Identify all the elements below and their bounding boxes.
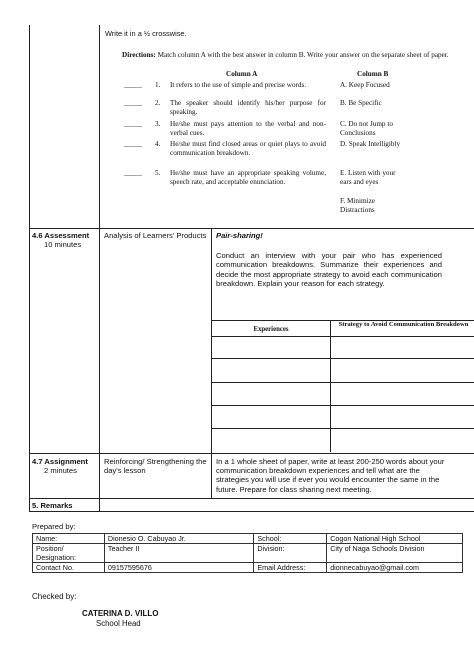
assignment-text: In a 1 whole sheet of paper, write at least 200-250 words about your communication breakdown experiences and tell what are the strategies you will use if ever you would encounter the same in the future. Prepare for class sharing next meeting. <box>216 457 445 494</box>
directions-label: Directions: <box>122 51 156 59</box>
item-5-num: 5. <box>155 169 161 177</box>
position-value: Teacher II <box>104 544 254 563</box>
table-divider-col1 <box>99 25 100 512</box>
row-divider-assessment <box>29 228 474 229</box>
assignment-activity: Reinforcing/ Strengthening the day's lesson <box>104 457 207 475</box>
row-divider-assignment <box>29 453 474 454</box>
table-border-bottom <box>29 511 474 512</box>
email-value: dionnecabuyao@gmail.com <box>327 563 463 573</box>
item-1-num: 1. <box>155 81 161 89</box>
experiences-header: Experiences <box>253 326 289 333</box>
option-e: E. Listen with your ears and eyes <box>340 169 396 186</box>
assessment-activity: Analysis of Learners' Products <box>104 231 207 240</box>
item-2-num: 2. <box>155 99 161 107</box>
item-1-blank: _____ <box>124 81 142 89</box>
contact-value: 09157595676 <box>104 563 254 573</box>
checked-by-label: Checked by: <box>32 592 77 601</box>
table-row <box>33 544 463 563</box>
email-label: Email Address: <box>254 563 327 573</box>
item-3-text: He/she must pays attention to the verbal and non-verbal cues. <box>170 120 326 137</box>
name-label: Name: <box>33 534 105 544</box>
prepared-by-table <box>32 533 463 573</box>
assessment-minutes: 10 minutes <box>44 240 82 249</box>
pair-sharing-text: Conduct an interview with your pair who has experienced communication breakdowns. Summarize their experiences and decide the most appropriate strategy to avoid each communication breakdown. Explain your reason for each strategy. <box>216 251 442 289</box>
strategy-header: Strategy to Avoid Communication Breakdown <box>338 321 469 328</box>
division-value: City of Naga Schools Division <box>327 544 463 563</box>
row-divider-remarks <box>29 498 474 499</box>
assignment-minutes: 2 minutes <box>44 466 77 475</box>
table-row <box>33 534 463 544</box>
item-5-blank: _____ <box>124 169 142 177</box>
item-3-blank: _____ <box>124 120 142 128</box>
assignment-label: 4.7 Assignment <box>32 457 88 466</box>
option-d: D. Speak Intelligibly <box>340 140 401 148</box>
item-2-blank: _____ <box>124 99 142 107</box>
option-a: A. Keep Focused <box>340 81 390 89</box>
item-4-blank: _____ <box>124 140 142 148</box>
assessment-label: 4.6 Assessment <box>32 231 90 240</box>
prepared-by-label: Prepared by: <box>32 522 76 531</box>
remarks-label: 5. Remarks <box>32 501 73 510</box>
checker-name: CATERINA D. VILLO <box>82 609 159 618</box>
school-value: Cogon National High School <box>327 534 463 544</box>
column-a-header: Column A <box>226 70 258 78</box>
option-f: F. Minimize Distractions <box>340 197 375 214</box>
checker-title: School Head <box>96 619 141 628</box>
strategy-table <box>212 320 474 452</box>
directions-text: Match column A with the best answer in column B. Write your answer on the separate sheet of paper. <box>155 51 449 59</box>
pair-sharing-title: Pair-sharing! <box>216 231 263 240</box>
item-4-text: He/she must find closed areas or quiet plays to avoid communication breakdown. <box>170 140 326 157</box>
item-1-text: It refers to the use of simple and precise words. <box>170 81 307 89</box>
option-c: C. Do not Jump to Conclusions <box>340 120 393 137</box>
contact-label: Contact No. <box>33 563 105 573</box>
school-label: School: <box>254 534 327 544</box>
table-row <box>33 563 463 573</box>
directions <box>122 51 452 60</box>
table-border-left <box>29 25 30 512</box>
position-label: Position/ Designation: <box>33 544 105 563</box>
item-4-num: 4. <box>155 140 161 148</box>
item-2-text: The speaker should identify his/her purpose for speaking. <box>170 99 326 116</box>
item-5-text: He/she must have an appropriate speaking volume, speech rate, and acceptable enunciation. <box>170 169 326 186</box>
instruction-text: Write it in a ½ crosswise. <box>105 29 187 38</box>
column-b-header: Column B <box>357 70 389 78</box>
name-value: Dionesio O. Cabuyao Jr. <box>104 534 254 544</box>
division-label: Division: <box>254 544 327 563</box>
option-b: B. Be Specific <box>340 99 382 107</box>
item-3-num: 3. <box>155 120 161 128</box>
